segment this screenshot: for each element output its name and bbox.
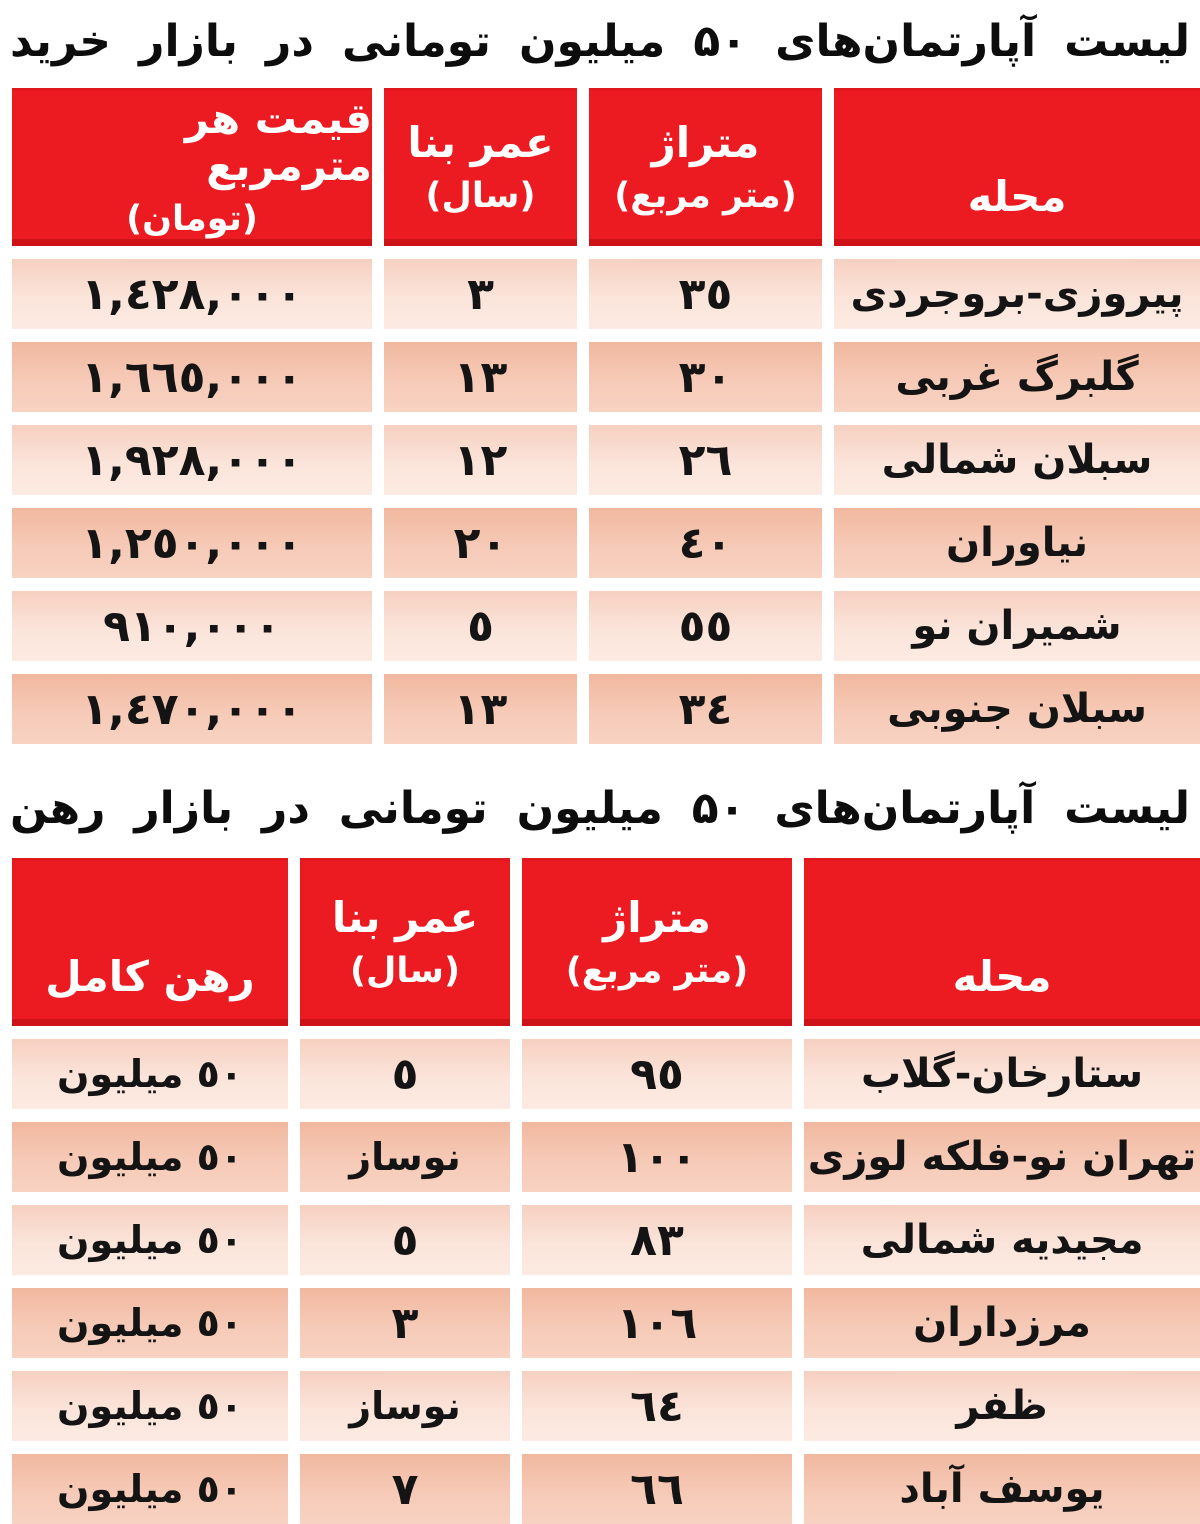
cell-rahn: ٥٠ میلیون [12, 1371, 288, 1441]
cell-area: ٦٤ [522, 1371, 792, 1441]
cell-age: ٥ [300, 1039, 510, 1109]
cell-price: ١,٦٦٥,٠٠٠ [12, 342, 372, 412]
rahn-table [12, 858, 1200, 1524]
header-label: رهن کامل [45, 951, 255, 1001]
cell-age: ١٢ [384, 425, 577, 495]
header-cell-neighborhood [804, 858, 1200, 1026]
cell-price: ١,٢٥٠,٠٠٠ [12, 508, 372, 578]
cell-area: ٣٥ [589, 259, 822, 329]
header-unit: (سال) [425, 175, 536, 216]
cell-neighborhood: گلبرگ غربی [834, 342, 1200, 412]
cell-rahn: ٥٠ میلیون [12, 1122, 288, 1192]
header-cell-rahn [12, 858, 288, 1026]
cell-rahn: ٥٠ میلیون [12, 1288, 288, 1358]
header-label: محله [952, 951, 1052, 1001]
cell-neighborhood: سبلان شمالی [834, 425, 1200, 495]
cell-age: نوساز [300, 1371, 510, 1441]
cell-area: ٤٠ [589, 508, 822, 578]
header-label: عمر بنا [407, 117, 554, 167]
header-cell-age [300, 858, 510, 1026]
header-cell-age [384, 88, 577, 246]
cell-area: ٣٠ [589, 342, 822, 412]
cell-rahn: ٥٠ میلیون [12, 1454, 288, 1524]
header-cell-price [12, 88, 372, 246]
cell-neighborhood: مجیدیه شمالی [804, 1205, 1200, 1275]
header-unit: (تومان) [126, 198, 258, 239]
cell-age: ٣ [384, 259, 577, 329]
cell-price: ١,٤٧٠,٠٠٠ [12, 674, 372, 744]
header-label: متراژ [603, 892, 711, 942]
cell-rahn: ٥٠ میلیون [12, 1039, 288, 1109]
cell-neighborhood: شمیران نو [834, 591, 1200, 661]
header-label: متراژ [651, 117, 760, 167]
header-label: قیمت هر مترمربع [184, 94, 372, 190]
cell-age: ٣ [300, 1288, 510, 1358]
cell-area: ٨٣ [522, 1205, 792, 1275]
cell-area: ١٠٦ [522, 1288, 792, 1358]
cell-area: ١٠٠ [522, 1122, 792, 1192]
cell-area: ٦٦ [522, 1454, 792, 1524]
cell-neighborhood: پیروزی-بروجردی [834, 259, 1200, 329]
cell-price: ١,٩٢٨,٠٠٠ [12, 425, 372, 495]
header-label: محله [967, 171, 1067, 221]
cell-neighborhood: ستارخان-گلاب [804, 1039, 1200, 1109]
header-cell-area [522, 858, 792, 1026]
cell-age: نوساز [300, 1122, 510, 1192]
header-cell-area [589, 88, 822, 246]
cell-age: ٥ [384, 591, 577, 661]
cell-age: ٥ [300, 1205, 510, 1275]
cell-rahn: ٥٠ میلیون [12, 1205, 288, 1275]
header-unit: (سال) [350, 950, 460, 991]
buy-table-title: لیست آپارتمان‌های ۵۰ میلیون تومانی در بازار خرید [10, 16, 1190, 67]
header-label: عمر بنا [331, 892, 479, 942]
cell-area: ٢٦ [589, 425, 822, 495]
cell-neighborhood: مرزداران [804, 1288, 1200, 1358]
header-unit: (متر مربع) [565, 950, 749, 991]
cell-age: ١٣ [384, 674, 577, 744]
cell-neighborhood: نیاوران [834, 508, 1200, 578]
header-unit: (متر مربع) [614, 175, 797, 216]
cell-age: ١٣ [384, 342, 577, 412]
cell-area: ٣٤ [589, 674, 822, 744]
cell-neighborhood: سبلان جنوبی [834, 674, 1200, 744]
cell-area: ٩٥ [522, 1039, 792, 1109]
cell-neighborhood: ظفر [804, 1371, 1200, 1441]
buy-table [12, 88, 1200, 744]
cell-neighborhood: یوسف آباد [804, 1454, 1200, 1524]
cell-age: ٢٠ [384, 508, 577, 578]
header-cell-neighborhood [834, 88, 1200, 246]
cell-age: ٧ [300, 1454, 510, 1524]
cell-price: ٩١٠,٠٠٠ [12, 591, 372, 661]
cell-neighborhood: تهران نو-فلکه لوزی [804, 1122, 1200, 1192]
rahn-table-title: لیست آپارتمان‌های ۵۰ میلیون تومانی در بازار رهن [10, 783, 1190, 834]
cell-price: ١,٤٢٨,٠٠٠ [12, 259, 372, 329]
cell-area: ٥٥ [589, 591, 822, 661]
